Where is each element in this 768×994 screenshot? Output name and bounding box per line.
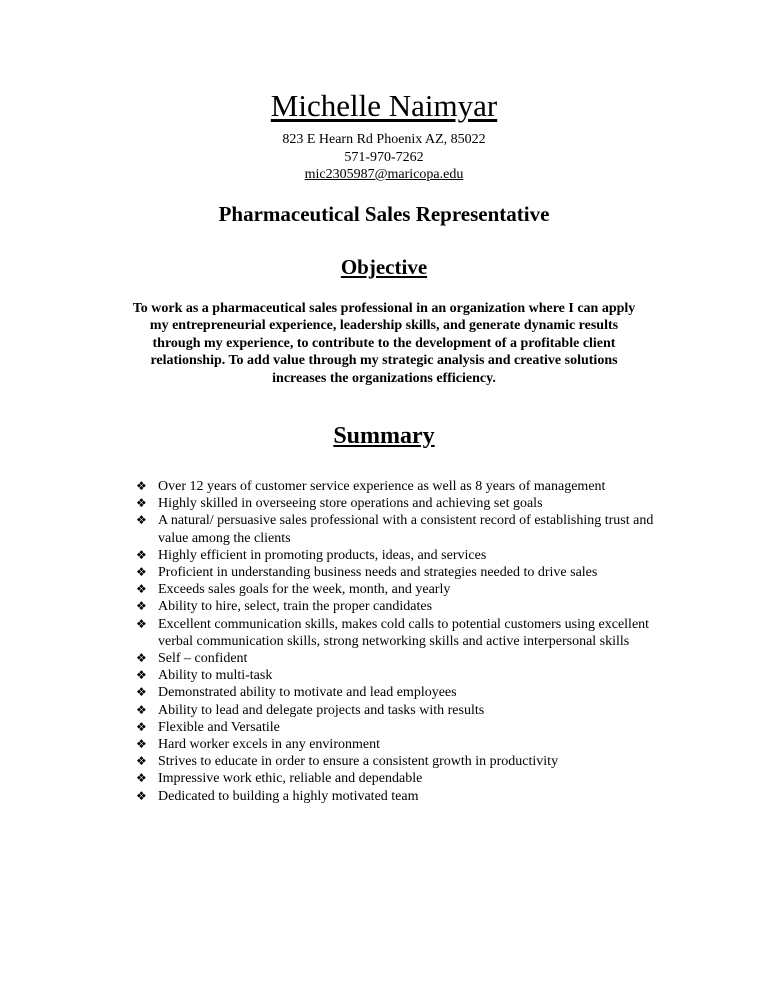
diamond-bullet-icon: ❖ — [136, 788, 147, 803]
diamond-bullet-icon: ❖ — [136, 496, 147, 511]
summary-item — [136, 478, 656, 495]
summary-item-text: A natural/ persuasive sales professional with a consistent record of establishing trust and value among the clients — [158, 513, 654, 546]
diamond-bullet-icon: ❖ — [136, 651, 147, 666]
email-address[interactable] — [0, 166, 768, 184]
diamond-bullet-icon: ❖ — [136, 616, 147, 631]
diamond-bullet-icon: ❖ — [136, 685, 147, 700]
summary-item-text: Exceeds sales goals for the week, month, and yearly — [158, 582, 451, 598]
summary-item-text: Proficient in understanding business needs and strategies needed to drive sales — [158, 565, 598, 581]
summary-list — [136, 478, 656, 805]
objective-text: To work as a pharmaceutical sales professional in an organization where I can apply my entrepreneurial experience, leadership skills, and generate dynamic results through my experience, to contribute to the development of a profitable client relationship. To add value through my strategic analysis and creative solutions increases the organizations efficiency. — [132, 301, 636, 386]
diamond-bullet-icon: ❖ — [136, 771, 147, 786]
summary-item — [136, 650, 656, 667]
summary-item — [136, 598, 656, 615]
diamond-bullet-icon: ❖ — [136, 599, 147, 614]
diamond-bullet-icon: ❖ — [136, 702, 147, 717]
summary-item — [136, 736, 656, 753]
summary-item — [136, 770, 656, 787]
summary-item-text: Highly efficient in promoting products, ideas, and services — [158, 547, 487, 563]
summary-item-text: Self – confident — [158, 651, 248, 667]
summary-item-text: Demonstrated ability to motivate and lead employees — [158, 685, 457, 701]
email-link[interactable]: mic2305987@maricopa.edu — [304, 167, 464, 182]
summary-item — [136, 702, 656, 719]
summary-heading: Summary — [333, 423, 435, 449]
summary-item-text: Flexible and Versatile — [158, 719, 280, 735]
summary-item — [136, 753, 656, 770]
summary-item — [136, 616, 656, 650]
summary-item — [136, 719, 656, 736]
summary-item — [136, 667, 656, 684]
diamond-bullet-icon: ❖ — [136, 547, 147, 562]
diamond-bullet-icon: ❖ — [136, 719, 147, 734]
job-title: Pharmaceutical Sales Representative — [218, 202, 550, 226]
summary-item-text: Ability to multi-task — [158, 668, 273, 684]
diamond-bullet-icon: ❖ — [136, 668, 147, 683]
diamond-bullet-icon: ❖ — [136, 513, 147, 528]
summary-item — [136, 581, 656, 598]
summary-item-text: Highly skilled in overseeing store operations and achieving set goals — [158, 496, 543, 512]
summary-item — [136, 512, 656, 546]
summary-item-text: Hard worker excels in any environment — [158, 737, 380, 753]
diamond-bullet-icon: ❖ — [136, 565, 147, 580]
resume-name — [0, 88, 768, 124]
phone-number: 571-970-7262 — [344, 150, 424, 165]
summary-item — [136, 495, 656, 512]
diamond-bullet-icon: ❖ — [136, 582, 147, 597]
address: 823 E Hearn Rd Phoenix AZ, 85022 — [282, 132, 486, 147]
summary-item-text: Dedicated to building a highly motivated team — [158, 788, 419, 804]
objective-heading: Objective — [340, 255, 428, 279]
summary-item-text: Impressive work ethic, reliable and dependable — [158, 771, 423, 787]
diamond-bullet-icon: ❖ — [136, 479, 147, 493]
summary-item-text: Excellent communication skills, makes cold calls to potential customers using excellent verbal communication skills, strong networking skills and active interpersonal skills — [158, 616, 650, 649]
summary-item — [136, 684, 656, 701]
diamond-bullet-icon: ❖ — [136, 754, 147, 769]
diamond-bullet-icon: ❖ — [136, 737, 147, 752]
summary-item-text: Strives to educate in order to ensure a consistent growth in productivity — [158, 754, 559, 770]
summary-item-text: Over 12 years of customer service experience as well as 8 years of management — [158, 479, 606, 494]
summary-item-text: Ability to hire, select, train the proper candidates — [158, 599, 433, 615]
summary-item — [136, 547, 656, 564]
resume-name-text: Michelle Naimyar — [270, 88, 498, 123]
summary-item — [136, 564, 656, 581]
summary-item — [136, 788, 656, 805]
summary-item-text: Ability to lead and delegate projects and tasks with results — [158, 702, 485, 718]
